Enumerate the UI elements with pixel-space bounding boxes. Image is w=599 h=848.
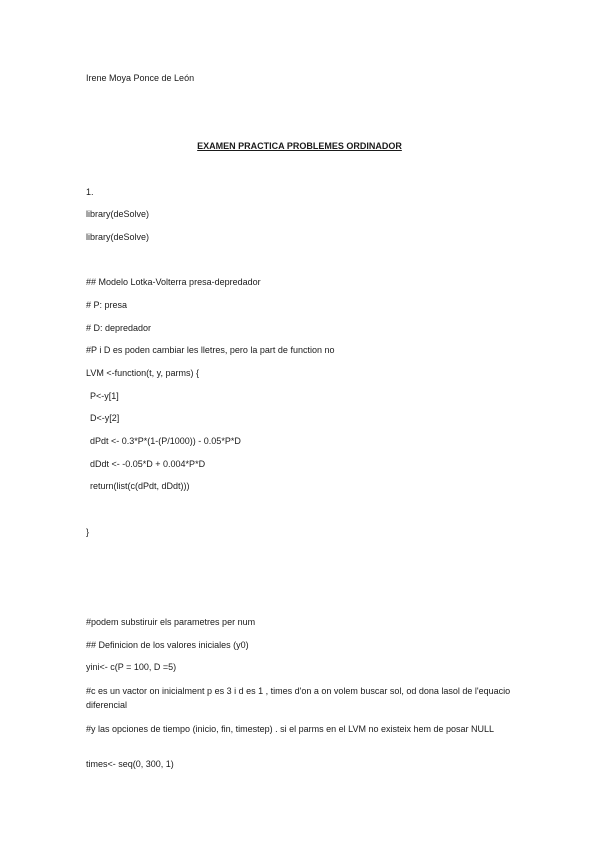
code-comment: # D: depredador — [86, 323, 152, 333]
code-comment: #podem substiruir els parametres per num — [86, 617, 256, 627]
document-title: EXAMEN PRACTICA PROBLEMES ORDINADOR — [197, 141, 402, 151]
code-line: LVM <-function(t, y, parms) { — [86, 368, 199, 378]
code-comment: # P: presa — [86, 300, 128, 310]
code-comment: #c es un vactor on inicialment p es 3 i d es 1 , times d'on a on volem buscar sol, od dona lasol de l'equacio diferencial — [86, 686, 511, 710]
code-line: P<-y[1] — [90, 391, 119, 401]
code-line: D<-y[2] — [90, 413, 120, 423]
code-line: times<- seq(0, 300, 1) — [86, 759, 174, 769]
author-name: Irene Moya Ponce de León — [86, 73, 195, 83]
code-line: yini<- c(P = 100, D =5) — [86, 662, 177, 672]
code-comment: ## Definicion de los valores iniciales (y0) — [86, 640, 249, 650]
code-line: library(deSolve) — [86, 232, 150, 242]
code-line: dPdt <- 0.3*P*(1-(P/1000)) - 0.05*P*D — [90, 436, 241, 446]
code-comment: #y las opciones de tiempo (inicio, fin, timestep) . si el parms en el LVM no existeix hem de posar NULL — [86, 724, 495, 734]
code-line: } — [86, 527, 90, 537]
code-comment: ## Modelo Lotka-Volterra presa-depredador — [86, 277, 261, 287]
code-comment: #P i D es poden cambiar les lletres, pero la part de function no — [86, 345, 335, 355]
code-line: dDdt <- -0.05*D + 0.004*P*D — [90, 459, 206, 469]
code-line: return(list(c(dPdt, dDdt))) — [90, 481, 190, 491]
code-line: library(deSolve) — [86, 209, 150, 219]
question-number: 1. — [86, 187, 94, 197]
